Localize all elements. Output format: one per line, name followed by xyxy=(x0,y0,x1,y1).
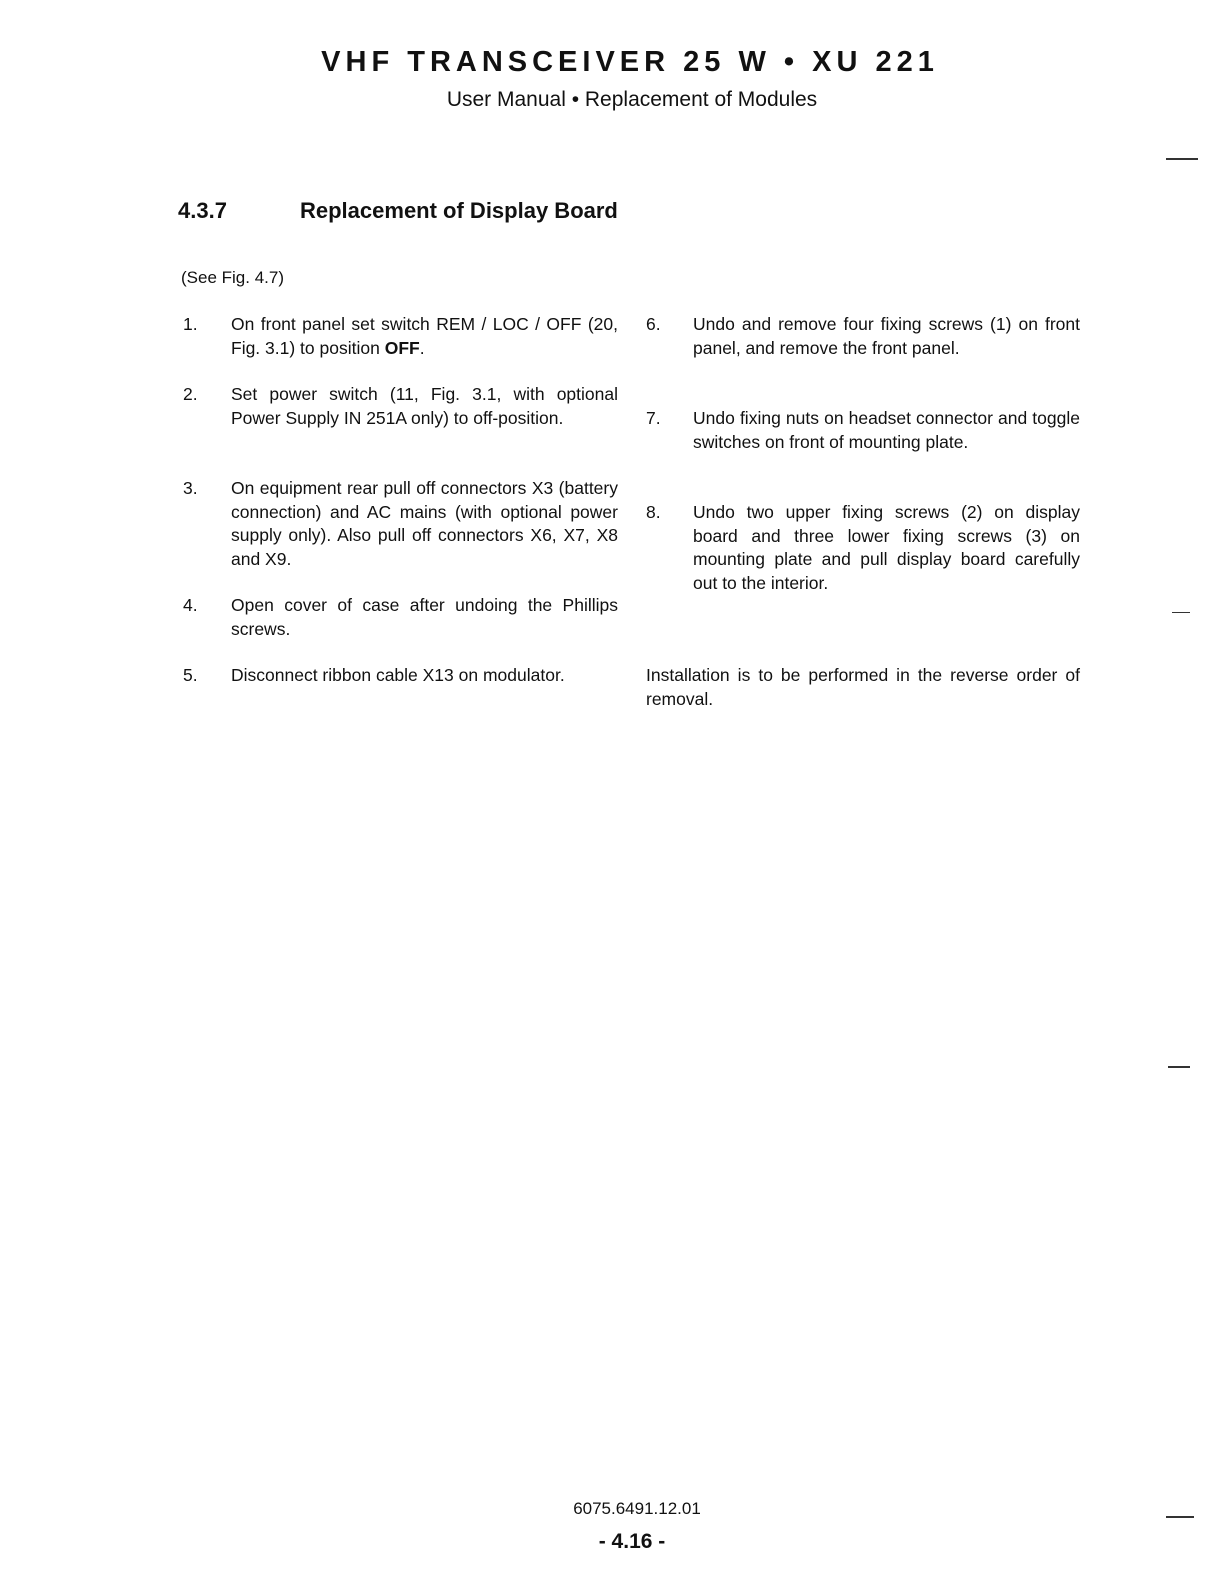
step-number: 3. xyxy=(183,478,198,498)
step-number: 4. xyxy=(183,595,198,615)
document-number: 6075.6491.12.01 xyxy=(573,1499,701,1518)
step-number: 1. xyxy=(183,314,198,334)
document-title: VHF TRANSCEIVER 25 W • XU 221 xyxy=(321,46,939,78)
step-number: 8. xyxy=(646,502,661,522)
step-number: 2. xyxy=(183,384,198,404)
edge-mark xyxy=(1166,1516,1194,1518)
edge-mark xyxy=(1166,158,1198,160)
edge-mark xyxy=(1168,1066,1190,1068)
step-number: 7. xyxy=(646,408,661,428)
figure-reference: (See Fig. 4.7) xyxy=(181,268,284,287)
step-text: Set power switch (11, Fig. 3.1, with optional Power Supply IN 251A only) to off-position. xyxy=(231,384,618,428)
step-text: On front panel set switch REM / LOC / OFF (20, Fig. 3.1) to position OFF. xyxy=(231,314,618,358)
section-title: Replacement of Display Board xyxy=(300,198,618,223)
step-text: Undo two upper fixing screws (2) on display board and three lower fixing screws (3) on mounting plate and pull display board carefully out to the interior. xyxy=(693,502,1080,593)
step-text: On equipment rear pull off connectors X3 (battery connection) and AC mains (with optional power supply only). Also pull off connectors X6, X7, X8 and X9. xyxy=(231,478,618,569)
step-number: 5. xyxy=(183,665,198,685)
section-number: 4.3.7 xyxy=(178,198,227,223)
edge-mark xyxy=(1172,612,1190,613)
page-number: - 4.16 - xyxy=(598,1530,666,1553)
step-text: Undo fixing nuts on headset connector and toggle switches on front of mounting plate. xyxy=(693,408,1080,452)
step-text: Open cover of case after undoing the Phillips screws. xyxy=(231,595,618,639)
document-subtitle: User Manual • Replacement of Modules xyxy=(446,88,818,111)
step-text: Disconnect ribbon cable X13 on modulator. xyxy=(231,665,565,685)
step-number: 6. xyxy=(646,314,661,334)
installation-note: Installation is to be performed in the reverse order of removal. xyxy=(646,665,1080,709)
step-text: Undo and remove four fixing screws (1) on front panel, and remove the front panel. xyxy=(693,314,1080,358)
